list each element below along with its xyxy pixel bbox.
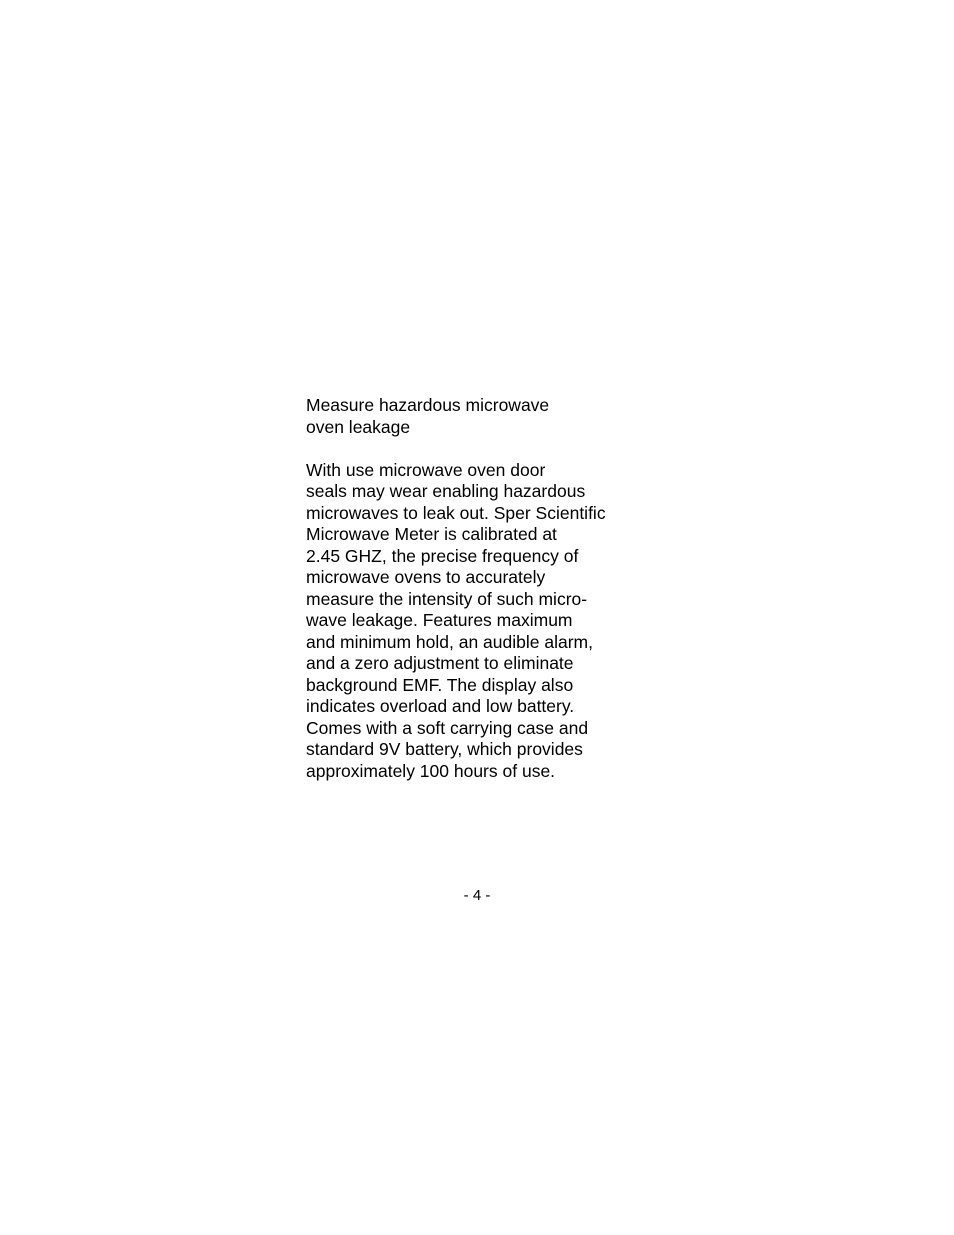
body-line: Comes with a soft carrying case and <box>306 717 589 738</box>
heading <box>306 395 646 438</box>
body-line: Microwave Meter is calibrated at <box>306 524 557 544</box>
body-line: background EMF. The display also <box>306 674 574 695</box>
body-line: indicates overload and low battery. <box>306 696 575 716</box>
heading-line: oven leakage <box>306 416 411 437</box>
page-number: - 4 - <box>463 887 491 904</box>
text-block <box>306 395 646 782</box>
body-line: standard 9V battery, which provides <box>306 739 583 759</box>
body-paragraph <box>306 460 646 783</box>
body-line: microwaves to leak out. Sper Scientific <box>306 502 606 523</box>
heading-line: Measure hazardous microwave <box>306 395 550 415</box>
body-line: 2.45 GHZ, the precise frequency of <box>306 545 579 566</box>
paragraph-spacer <box>306 438 646 460</box>
body-line: and a zero adjustment to eliminate <box>306 653 574 673</box>
body-line: With use microwave oven door <box>306 459 546 480</box>
body-line: measure the intensity of such micro- <box>306 588 588 609</box>
body-line: microwave ovens to accurately <box>306 567 546 587</box>
body-line: approximately 100 hours of use. <box>306 760 556 781</box>
body-line: wave leakage. Features maximum <box>306 610 573 630</box>
body-line: seals may wear enabling hazardous <box>306 481 586 501</box>
body-line: and minimum hold, an audible alarm, <box>306 631 593 652</box>
